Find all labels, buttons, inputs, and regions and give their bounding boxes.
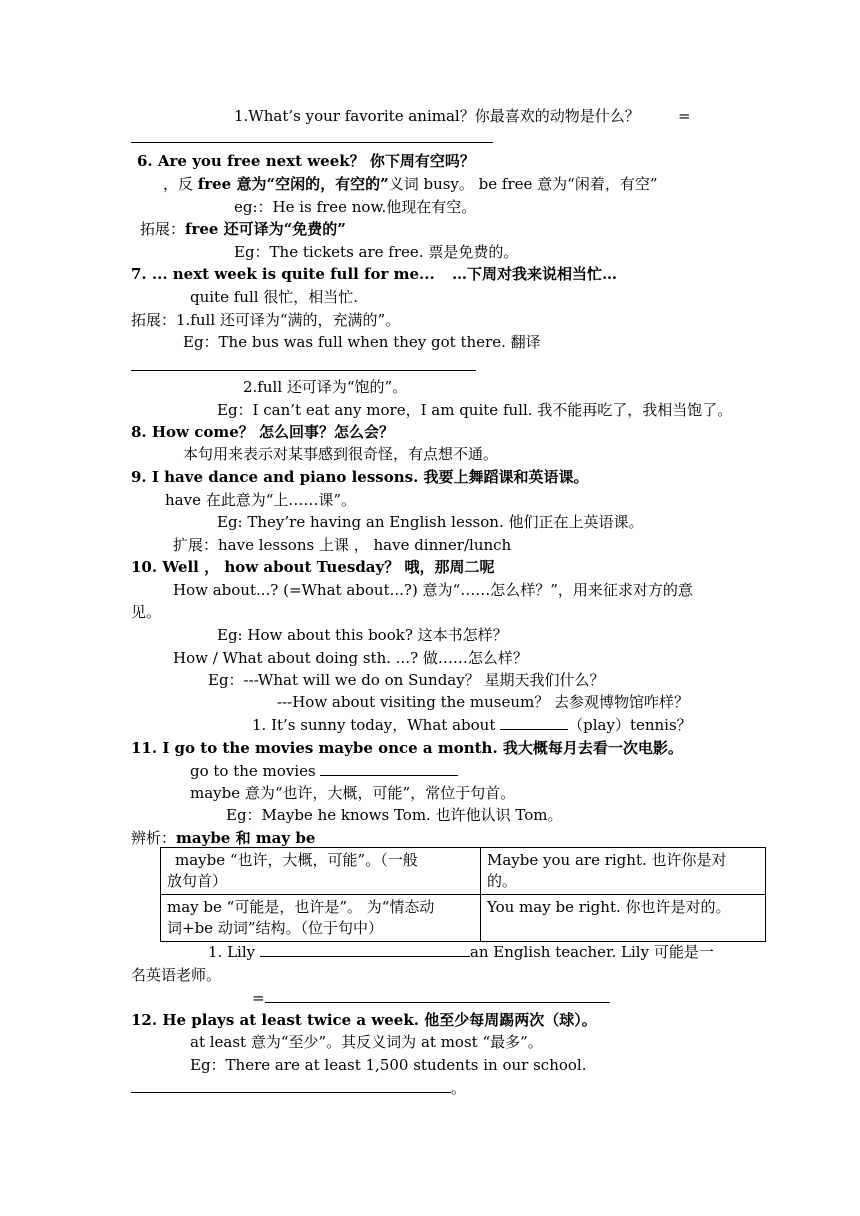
free-example-2: Eg：The tickets are free. 票是免费的。 bbox=[234, 243, 519, 261]
go-to-movies-note bbox=[190, 761, 458, 781]
text: 拓展： bbox=[140, 220, 186, 238]
dialog-answer: ---How about visiting the museum？ 去参观博物馆咋样？ bbox=[277, 693, 690, 711]
free-example: eg:：He is free now.他现在有空。 bbox=[234, 198, 477, 216]
text: （play）tennis？ bbox=[568, 716, 692, 734]
have-example: Eg: They’re having an English lesson. 他们正在上英语课。 bbox=[217, 513, 644, 531]
text: 。 bbox=[451, 1079, 467, 1097]
have-note: have 在此意为“上……课”。 bbox=[165, 491, 357, 509]
section-6-heading: 6. Are you free next week？ 你下周有空吗？ bbox=[137, 152, 475, 170]
text-bold: free 意为“空闲的，有空的” bbox=[197, 175, 389, 193]
translation-blank bbox=[131, 1078, 466, 1098]
table-row bbox=[161, 895, 766, 942]
how-about-note-cont: 见。 bbox=[131, 603, 162, 621]
section-11-heading: 11. I go to the movies maybe once a month. 我大概每月去看一次电影。 bbox=[131, 739, 683, 757]
cell-text: may be “可能是，也许是”。 为“情态动 bbox=[167, 898, 435, 916]
text: an English teacher. Lily 可能是一 bbox=[469, 943, 714, 961]
text: 1. Lily bbox=[208, 943, 260, 961]
section-9-heading: 9. I have dance and piano lessons. 我要上舞蹈课和英语课。 bbox=[131, 468, 589, 486]
section-7-heading: 7. ... next week is quite full for me... bbox=[131, 265, 435, 283]
cell-text: 放句首） bbox=[167, 872, 228, 890]
free-explanation bbox=[163, 174, 658, 194]
how-about-doing-note: How / What about doing sth. ...? 做……怎么样？ bbox=[173, 649, 528, 667]
equals-sign-2 bbox=[252, 988, 610, 1008]
maybe-note: maybe 意为“也许，大概，可能”，常位于句首。 bbox=[190, 784, 516, 802]
cell-text: You may be right. 你也许是对的。 bbox=[487, 898, 731, 916]
section-12-heading: 12. He plays at least twice a week. 他至少每周踢两次（球）。 bbox=[131, 1011, 597, 1029]
fill-blank[interactable] bbox=[500, 715, 568, 730]
how-come-note: 本句用来表示对某事感到很奇怪，有点想不通。 bbox=[183, 445, 499, 463]
cell-text: 词+be 动词”结构。（位于句中） bbox=[167, 919, 383, 937]
exercise-lily-cont: 名英语老师。 bbox=[131, 966, 222, 984]
quite-full-note: quite full 很忙，相当忙. bbox=[190, 288, 359, 306]
text: 1. It’s sunny today，What about bbox=[252, 716, 501, 734]
text: go to the movies bbox=[190, 762, 321, 780]
table-cell bbox=[161, 895, 481, 942]
text: ，反 bbox=[163, 175, 198, 193]
full-example-1: Eg：The bus was full when they got there. 翻译 bbox=[183, 333, 541, 351]
fill-blank[interactable] bbox=[265, 988, 610, 1003]
section-7-translation: …下周对我来说相当忙… bbox=[452, 265, 618, 283]
example-question-favorite-animal: 1.What’s your favorite animal？你最喜欢的动物是什么？ bbox=[234, 107, 640, 125]
dialog-question: Eg：---What will we do on Sunday？ 星期天我们什么？ bbox=[208, 671, 605, 689]
maybe-analysis bbox=[131, 828, 315, 848]
text: 辨析： bbox=[131, 829, 177, 847]
exercise-play-tennis bbox=[252, 715, 692, 735]
how-about-example: Eg: How about this book? 这本书怎样？ bbox=[217, 626, 508, 644]
fill-blank[interactable] bbox=[320, 761, 458, 776]
fill-blank[interactable] bbox=[260, 942, 470, 957]
text: = bbox=[252, 989, 265, 1007]
cell-text: 的。 bbox=[487, 872, 518, 890]
full-extension-1: 拓展：1.full 还可译为“满的，充满的”。 bbox=[131, 311, 401, 329]
table-cell bbox=[481, 895, 766, 942]
at-least-example: Eg：There are at least 1,500 students in our school. bbox=[190, 1056, 587, 1074]
answer-blank-line bbox=[131, 142, 493, 143]
maybe-example: Eg：Maybe he knows Tom. 也许他认识 Tom。 bbox=[226, 806, 563, 824]
table-row bbox=[161, 848, 766, 895]
translation-blank-line bbox=[131, 370, 476, 371]
table-cell bbox=[481, 848, 766, 895]
section-8-heading: 8. How come？ 怎么回事？怎么会？ bbox=[131, 423, 394, 441]
at-least-note: at least 意为“至少”。其反义词为 at most “最多”。 bbox=[190, 1033, 543, 1051]
free-extension bbox=[140, 219, 346, 239]
have-extension: 扩展：have lessons 上课 ， have dinner/lunch bbox=[173, 536, 512, 554]
text-bold: free 还可译为“免费的” bbox=[185, 220, 346, 238]
table-cell bbox=[161, 848, 481, 895]
text: 义词 busy。 be free 意为“闲着，有空” bbox=[388, 175, 658, 193]
full-example-2: Eg：I can’t eat any more，I am quite full. 我不能再吃了，我相当饱了。 bbox=[217, 401, 733, 419]
equals-sign: = bbox=[678, 107, 691, 125]
fill-blank[interactable] bbox=[131, 1078, 451, 1093]
cell-text: maybe “也许，大概，可能”。（一般 bbox=[175, 851, 418, 869]
section-10-heading: 10. Well ， how about Tuesday？ 哦，那周二呢 bbox=[131, 558, 495, 576]
maybe-comparison-table bbox=[160, 847, 766, 942]
cell-text: Maybe you are right. 也许你是对 bbox=[487, 851, 727, 869]
how-about-note: How about...? (=What about...?) 意为“……怎么样？”，用来征求对方的意 bbox=[173, 581, 693, 599]
text-bold: maybe 和 may be bbox=[176, 829, 316, 847]
exercise-lily bbox=[208, 942, 714, 962]
full-extension-2: 2.full 还可译为“饱的”。 bbox=[243, 378, 408, 396]
